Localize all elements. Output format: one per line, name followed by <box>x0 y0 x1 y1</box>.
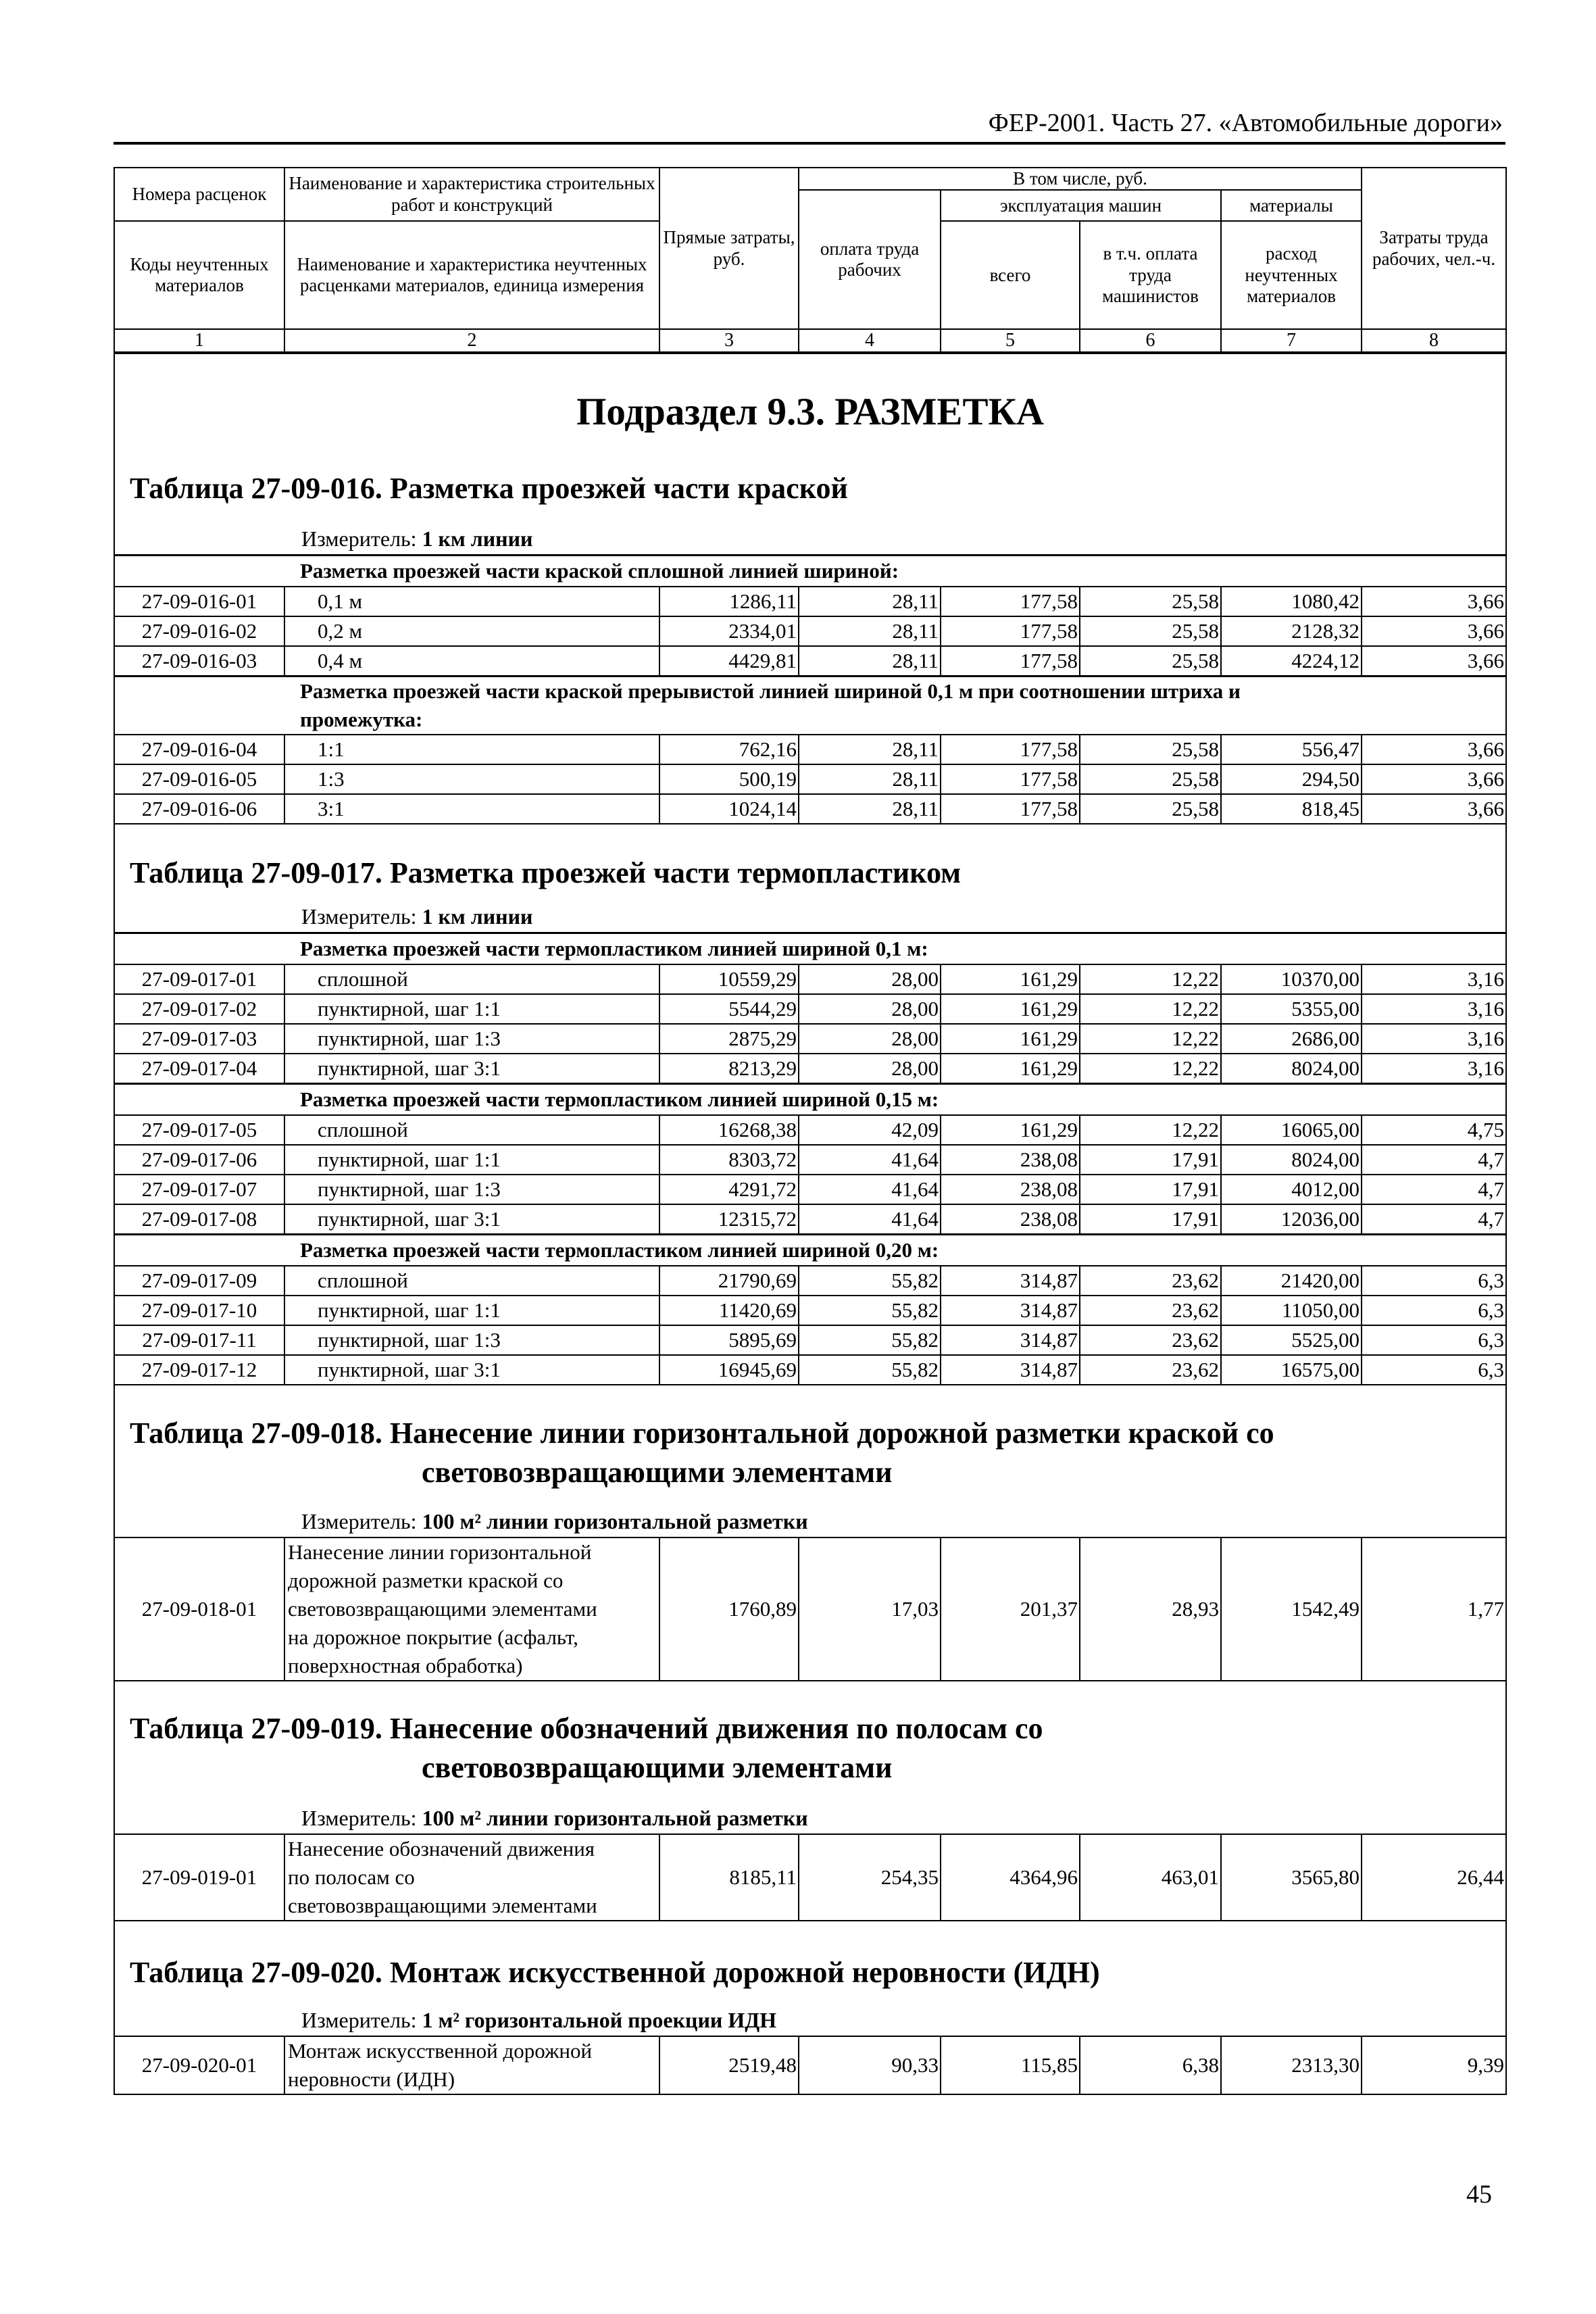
work-name: пунктирной, шаг 1:3 <box>284 1024 659 1054</box>
materials-cost: 8024,00 <box>1221 1145 1362 1175</box>
worker-pay: 28,00 <box>799 1024 941 1054</box>
direct-costs: 1286,11 <box>659 587 799 616</box>
direct-costs: 1760,89 <box>659 1537 799 1681</box>
work-name: сплошной <box>284 1266 659 1296</box>
col-number: 7 <box>1221 329 1362 353</box>
col-header-work-name: Наименование и характеристика строительных работ и конструкций <box>284 168 659 221</box>
col-number: 1 <box>114 329 284 353</box>
direct-costs: 8303,72 <box>659 1145 799 1175</box>
table-row <box>114 1024 1506 1054</box>
measurement-unit <box>114 1998 1506 2036</box>
materials-cost: 1542,49 <box>1221 1537 1362 1681</box>
table-row <box>114 964 1506 994</box>
worker-pay: 28,11 <box>799 764 941 794</box>
rate-code: 27-09-017-08 <box>114 1204 284 1235</box>
labor-hours: 4,7 <box>1362 1204 1506 1235</box>
table-title-row <box>114 469 1506 514</box>
machines-total: 314,87 <box>941 1355 1080 1385</box>
materials-cost: 4012,00 <box>1221 1175 1362 1204</box>
machines-total: 238,08 <box>941 1145 1080 1175</box>
table-row <box>114 764 1506 794</box>
page-header: ФЕР-2001. Часть 27. «Автомобильные дороги» <box>988 109 1503 137</box>
worker-pay: 41,64 <box>799 1175 941 1204</box>
unit-row <box>114 514 1506 555</box>
direct-costs: 4291,72 <box>659 1175 799 1204</box>
worker-pay: 42,09 <box>799 1115 941 1145</box>
rate-code: 27-09-017-07 <box>114 1175 284 1204</box>
worker-pay: 28,11 <box>799 794 941 824</box>
page-number: 45 <box>1466 2180 1492 2209</box>
work-name: 1:3 <box>284 764 659 794</box>
work-name-line: на дорожное покрытие (асфальт, <box>288 1625 578 1650</box>
materials-cost: 2686,00 <box>1221 1024 1362 1054</box>
worker-pay: 55,82 <box>799 1325 941 1355</box>
work-name: пунктирной, шаг 1:1 <box>284 1145 659 1175</box>
table-row <box>114 2036 1506 2094</box>
operator-pay: 17,91 <box>1080 1204 1221 1235</box>
table-title-line: Таблица 27-09-017. Разметка проезжей части термопластиком <box>130 856 962 889</box>
operator-pay: 17,91 <box>1080 1145 1221 1175</box>
rate-code: 27-09-017-09 <box>114 1266 284 1296</box>
work-name: пунктирной, шаг 3:1 <box>284 1204 659 1235</box>
measurement-unit <box>114 898 1506 933</box>
col-header-operator-pay: в т.ч. оплата труда машинистов <box>1080 221 1221 329</box>
table-title-row <box>114 824 1506 898</box>
worker-pay: 90,33 <box>799 2036 941 2094</box>
unit-value: 100 м² линии горизонтальной разметки <box>422 1509 808 1534</box>
labor-hours: 6,3 <box>1362 1266 1506 1296</box>
labor-hours: 6,3 <box>1362 1355 1506 1385</box>
rate-code: 27-09-017-03 <box>114 1024 284 1054</box>
worker-pay: 28,11 <box>799 616 941 646</box>
table-row <box>114 1355 1506 1385</box>
work-name-line: световозвращающими элементами <box>288 1894 597 1918</box>
operator-pay: 12,22 <box>1080 964 1221 994</box>
group-heading-line: Разметка проезжей части термопластиком линией шириной 0,20 м: <box>300 1238 939 1262</box>
unit-value: 1 км линии <box>422 526 533 551</box>
group-heading <box>114 1084 1506 1116</box>
group-heading-row <box>114 555 1506 587</box>
machines-total: 314,87 <box>941 1296 1080 1325</box>
rate-code: 27-09-018-01 <box>114 1537 284 1681</box>
work-name: пунктирной, шаг 1:3 <box>284 1175 659 1204</box>
unit-label: Измеритель: <box>301 1509 422 1534</box>
labor-hours: 6,3 <box>1362 1296 1506 1325</box>
rate-code: 27-09-017-06 <box>114 1145 284 1175</box>
work-name-line: по полосам со <box>288 1865 415 1890</box>
col-number: 5 <box>941 329 1080 353</box>
work-name-line: поверхностная обработка) <box>288 1654 523 1678</box>
machines-total: 177,58 <box>941 587 1080 616</box>
direct-costs: 11420,69 <box>659 1296 799 1325</box>
worker-pay: 55,82 <box>799 1296 941 1325</box>
operator-pay: 12,22 <box>1080 1054 1221 1084</box>
direct-costs: 1024,14 <box>659 794 799 824</box>
rate-code: 27-09-017-10 <box>114 1296 284 1325</box>
operator-pay: 23,62 <box>1080 1355 1221 1385</box>
col-header-worker-pay: оплата труда рабочих <box>799 190 941 329</box>
materials-cost: 294,50 <box>1221 764 1362 794</box>
operator-pay: 12,22 <box>1080 994 1221 1024</box>
rate-code: 27-09-019-01 <box>114 1834 284 1921</box>
table-row <box>114 1296 1506 1325</box>
rate-code: 27-09-020-01 <box>114 2036 284 2094</box>
unit-row <box>114 1498 1506 1537</box>
col-header-labor-costs: Затраты труда рабочих, чел.-ч. <box>1362 168 1506 329</box>
rate-code: 27-09-016-05 <box>114 764 284 794</box>
work-name-line: Монтаж искусственной дорожной <box>288 2039 593 2063</box>
table-title-line: световозвращающими элементами <box>422 1751 893 1785</box>
table-row <box>114 1145 1506 1175</box>
rate-code: 27-09-017-02 <box>114 994 284 1024</box>
col-header-including: В том числе, руб. <box>799 168 1362 190</box>
machines-total: 177,58 <box>941 794 1080 824</box>
col-header-material-names: Наименование и характеристика неучтенных расценками материалов, единица измерения <box>284 221 659 329</box>
work-name: 0,4 м <box>284 646 659 676</box>
table-title <box>114 1921 1506 1998</box>
group-heading-row <box>114 1084 1506 1116</box>
work-name <box>284 1834 659 1921</box>
rate-code: 27-09-017-05 <box>114 1115 284 1145</box>
col-header-direct-costs: Прямые затраты, руб. <box>659 168 799 329</box>
worker-pay: 28,11 <box>799 587 941 616</box>
direct-costs: 2334,01 <box>659 616 799 646</box>
measurement-unit <box>114 1793 1506 1834</box>
worker-pay: 28,00 <box>799 1054 941 1084</box>
direct-costs: 21790,69 <box>659 1266 799 1296</box>
work-name-line: неровности (ИДН) <box>288 2067 455 2092</box>
group-heading-line: Разметка проезжей части краской сплошной линией шириной: <box>300 558 899 583</box>
table-row <box>114 1054 1506 1084</box>
work-name: 0,1 м <box>284 587 659 616</box>
table-row <box>114 1266 1506 1296</box>
operator-pay: 23,62 <box>1080 1266 1221 1296</box>
operator-pay: 25,58 <box>1080 616 1221 646</box>
col-number: 4 <box>799 329 941 353</box>
operator-pay: 25,58 <box>1080 794 1221 824</box>
table-row <box>114 1115 1506 1145</box>
unit-value: 1 м² горизонтальной проекции ИДН <box>422 2008 777 2033</box>
unit-row <box>114 1793 1506 1834</box>
labor-hours: 4,7 <box>1362 1145 1506 1175</box>
worker-pay: 55,82 <box>799 1266 941 1296</box>
machines-total: 177,58 <box>941 735 1080 764</box>
materials-cost: 4224,12 <box>1221 646 1362 676</box>
operator-pay: 6,38 <box>1080 2036 1221 2094</box>
materials-cost: 556,47 <box>1221 735 1362 764</box>
materials-cost: 818,45 <box>1221 794 1362 824</box>
col-number: 6 <box>1080 329 1221 353</box>
machines-total: 314,87 <box>941 1266 1080 1296</box>
machines-total: 161,29 <box>941 994 1080 1024</box>
machines-total: 115,85 <box>941 2036 1080 2094</box>
unit-value: 1 км линии <box>422 904 533 929</box>
machines-total: 161,29 <box>941 964 1080 994</box>
measurement-unit <box>114 514 1506 555</box>
machines-total: 177,58 <box>941 646 1080 676</box>
work-name <box>284 2036 659 2094</box>
machines-total: 177,58 <box>941 764 1080 794</box>
work-name: пунктирной, шаг 1:1 <box>284 1296 659 1325</box>
table-title-row <box>114 1681 1506 1793</box>
materials-cost: 21420,00 <box>1221 1266 1362 1296</box>
measurement-unit <box>114 1498 1506 1537</box>
operator-pay: 25,58 <box>1080 587 1221 616</box>
table-row <box>114 587 1506 616</box>
operator-pay: 25,58 <box>1080 735 1221 764</box>
table-row <box>114 735 1506 764</box>
group-heading <box>114 676 1506 735</box>
unit-label: Измеритель: <box>301 1806 422 1831</box>
labor-hours: 3,16 <box>1362 994 1506 1024</box>
rate-code: 27-09-016-02 <box>114 616 284 646</box>
work-name-line: Нанесение обозначений движения <box>288 1837 595 1861</box>
rate-code: 27-09-017-11 <box>114 1325 284 1355</box>
table-row <box>114 1537 1506 1681</box>
labor-hours: 3,16 <box>1362 1024 1506 1054</box>
operator-pay: 12,22 <box>1080 1024 1221 1054</box>
labor-hours: 3,66 <box>1362 764 1506 794</box>
table-title-line: Таблица 27-09-018. Нанесение линии горизонтальной дорожной разметки краской со <box>130 1417 1274 1450</box>
materials-cost: 2128,32 <box>1221 616 1362 646</box>
group-heading-row <box>114 933 1506 965</box>
worker-pay: 41,64 <box>799 1204 941 1235</box>
worker-pay: 28,00 <box>799 994 941 1024</box>
work-name: пунктирной, шаг 1:3 <box>284 1325 659 1355</box>
machines-total: 161,29 <box>941 1115 1080 1145</box>
group-heading-line: Разметка проезжей части краской прерывистой линией шириной 0,1 м при соотношении штриха и <box>300 679 1241 703</box>
labor-hours: 3,66 <box>1362 616 1506 646</box>
operator-pay: 12,22 <box>1080 1115 1221 1145</box>
machines-total: 161,29 <box>941 1024 1080 1054</box>
machines-total: 201,37 <box>941 1537 1080 1681</box>
work-name <box>284 1537 659 1681</box>
work-name: 0,2 м <box>284 616 659 646</box>
direct-costs: 8185,11 <box>659 1834 799 1921</box>
operator-pay: 17,91 <box>1080 1175 1221 1204</box>
direct-costs: 2519,48 <box>659 2036 799 2094</box>
direct-costs: 5895,69 <box>659 1325 799 1355</box>
labor-hours: 3,66 <box>1362 735 1506 764</box>
machines-total: 238,08 <box>941 1204 1080 1235</box>
machines-total: 177,58 <box>941 616 1080 646</box>
work-name-line: световозвращающими элементами <box>288 1597 597 1621</box>
rate-code: 27-09-016-04 <box>114 735 284 764</box>
col-header-rate-numbers: Номера расценок <box>114 168 284 221</box>
table-title-line: Таблица 27-09-020. Монтаж искусственной дорожной неровности (ИДН) <box>130 1956 1100 1990</box>
unit-value: 100 м² линии горизонтальной разметки <box>422 1806 808 1831</box>
labor-hours: 9,39 <box>1362 2036 1506 2094</box>
unit-label: Измеритель: <box>301 526 422 551</box>
table-title <box>114 824 1506 898</box>
materials-cost: 16065,00 <box>1221 1115 1362 1145</box>
worker-pay: 254,35 <box>799 1834 941 1921</box>
table-title-line: световозвращающими элементами <box>422 1456 893 1490</box>
operator-pay: 23,62 <box>1080 1325 1221 1355</box>
table-row <box>114 1834 1506 1921</box>
unit-label: Измеритель: <box>301 2008 422 2033</box>
worker-pay: 28,11 <box>799 646 941 676</box>
work-name: пунктирной, шаг 3:1 <box>284 1355 659 1385</box>
work-name: 1:1 <box>284 735 659 764</box>
work-name: сплошной <box>284 1115 659 1145</box>
table-title <box>114 1681 1506 1793</box>
materials-cost: 3565,80 <box>1221 1834 1362 1921</box>
unit-row <box>114 1998 1506 2036</box>
work-name: сплошной <box>284 964 659 994</box>
worker-pay: 55,82 <box>799 1355 941 1385</box>
labor-hours: 3,66 <box>1362 646 1506 676</box>
worker-pay: 28,00 <box>799 964 941 994</box>
table-row <box>114 794 1506 824</box>
materials-cost: 12036,00 <box>1221 1204 1362 1235</box>
table-title-line: Таблица 27-09-019. Нанесение обозначений движения по полосам со <box>130 1712 1043 1746</box>
work-name-line: Нанесение линии горизонтальной <box>288 1540 592 1565</box>
operator-pay: 25,58 <box>1080 646 1221 676</box>
work-name: пунктирной, шаг 3:1 <box>284 1054 659 1084</box>
group-heading-line: Разметка проезжей части термопластиком линией шириной 0,15 м: <box>300 1087 939 1112</box>
group-heading-row <box>114 676 1506 735</box>
table-title <box>114 469 1506 514</box>
group-heading <box>114 933 1506 965</box>
work-name: 3:1 <box>284 794 659 824</box>
rate-code: 27-09-017-01 <box>114 964 284 994</box>
labor-hours: 3,66 <box>1362 587 1506 616</box>
operator-pay: 25,58 <box>1080 764 1221 794</box>
labor-hours: 6,3 <box>1362 1325 1506 1355</box>
materials-cost: 16575,00 <box>1221 1355 1362 1385</box>
operator-pay: 23,62 <box>1080 1296 1221 1325</box>
col-header-materials: материалы <box>1221 190 1362 221</box>
table-title-line: Таблица 27-09-016. Разметка проезжей части краской <box>130 472 848 506</box>
labor-hours: 3,16 <box>1362 964 1506 994</box>
subsection-title: Подраздел 9.3. РАЗМЕТКА <box>114 353 1506 469</box>
materials-cost: 8024,00 <box>1221 1054 1362 1084</box>
direct-costs: 8213,29 <box>659 1054 799 1084</box>
labor-hours: 3,66 <box>1362 794 1506 824</box>
group-heading-line: промежутка: <box>300 707 423 731</box>
labor-hours: 4,7 <box>1362 1175 1506 1204</box>
col-number: 3 <box>659 329 799 353</box>
direct-costs: 10559,29 <box>659 964 799 994</box>
work-name: пунктирной, шаг 1:1 <box>284 994 659 1024</box>
unit-row <box>114 898 1506 933</box>
direct-costs: 5544,29 <box>659 994 799 1024</box>
operator-pay: 463,01 <box>1080 1834 1221 1921</box>
direct-costs: 4429,81 <box>659 646 799 676</box>
materials-cost: 5525,00 <box>1221 1325 1362 1355</box>
materials-cost: 11050,00 <box>1221 1296 1362 1325</box>
group-heading <box>114 555 1506 587</box>
direct-costs: 2875,29 <box>659 1024 799 1054</box>
direct-costs: 500,19 <box>659 764 799 794</box>
worker-pay: 28,11 <box>799 735 941 764</box>
col-header-material-codes: Коды неучтенных материалов <box>114 221 284 329</box>
col-number: 8 <box>1362 329 1506 353</box>
labor-hours: 1,77 <box>1362 1537 1506 1681</box>
machines-total: 4364,96 <box>941 1834 1080 1921</box>
machines-total: 161,29 <box>941 1054 1080 1084</box>
header-rule <box>114 142 1505 145</box>
worker-pay: 17,03 <box>799 1537 941 1681</box>
direct-costs: 16268,38 <box>659 1115 799 1145</box>
rate-code: 27-09-016-03 <box>114 646 284 676</box>
rate-code: 27-09-016-06 <box>114 794 284 824</box>
rate-code: 27-09-017-12 <box>114 1355 284 1385</box>
labor-hours: 26,44 <box>1362 1834 1506 1921</box>
labor-hours: 3,16 <box>1362 1054 1506 1084</box>
col-header-machines-total: всего <box>941 221 1080 329</box>
group-heading-row <box>114 1235 1506 1266</box>
direct-costs: 762,16 <box>659 735 799 764</box>
materials-cost: 10370,00 <box>1221 964 1362 994</box>
col-header-material-usage: расход неучтенных материалов <box>1221 221 1362 329</box>
table-row <box>114 994 1506 1024</box>
col-header-machines: эксплуатация машин <box>941 190 1221 221</box>
table-title-row <box>114 1385 1506 1498</box>
work-name-line: дорожной разметки краской со <box>288 1569 564 1593</box>
rates-table <box>114 167 1507 2095</box>
worker-pay: 41,64 <box>799 1145 941 1175</box>
materials-cost: 5355,00 <box>1221 994 1362 1024</box>
direct-costs: 16945,69 <box>659 1355 799 1385</box>
table-row <box>114 1325 1506 1355</box>
table-row <box>114 1204 1506 1235</box>
col-number: 2 <box>284 329 659 353</box>
machines-total: 238,08 <box>941 1175 1080 1204</box>
table-title-row <box>114 1921 1506 1998</box>
unit-label: Измеритель: <box>301 904 422 929</box>
machines-total: 314,87 <box>941 1325 1080 1355</box>
table-row <box>114 1175 1506 1204</box>
materials-cost: 1080,42 <box>1221 587 1362 616</box>
direct-costs: 12315,72 <box>659 1204 799 1235</box>
table-title <box>114 1385 1506 1498</box>
table-row <box>114 616 1506 646</box>
group-heading-line: Разметка проезжей части термопластиком линией шириной 0,1 м: <box>300 937 928 961</box>
rate-code: 27-09-016-01 <box>114 587 284 616</box>
labor-hours: 4,75 <box>1362 1115 1506 1145</box>
table-row <box>114 646 1506 676</box>
materials-cost: 2313,30 <box>1221 2036 1362 2094</box>
operator-pay: 28,93 <box>1080 1537 1221 1681</box>
group-heading <box>114 1235 1506 1266</box>
rate-code: 27-09-017-04 <box>114 1054 284 1084</box>
